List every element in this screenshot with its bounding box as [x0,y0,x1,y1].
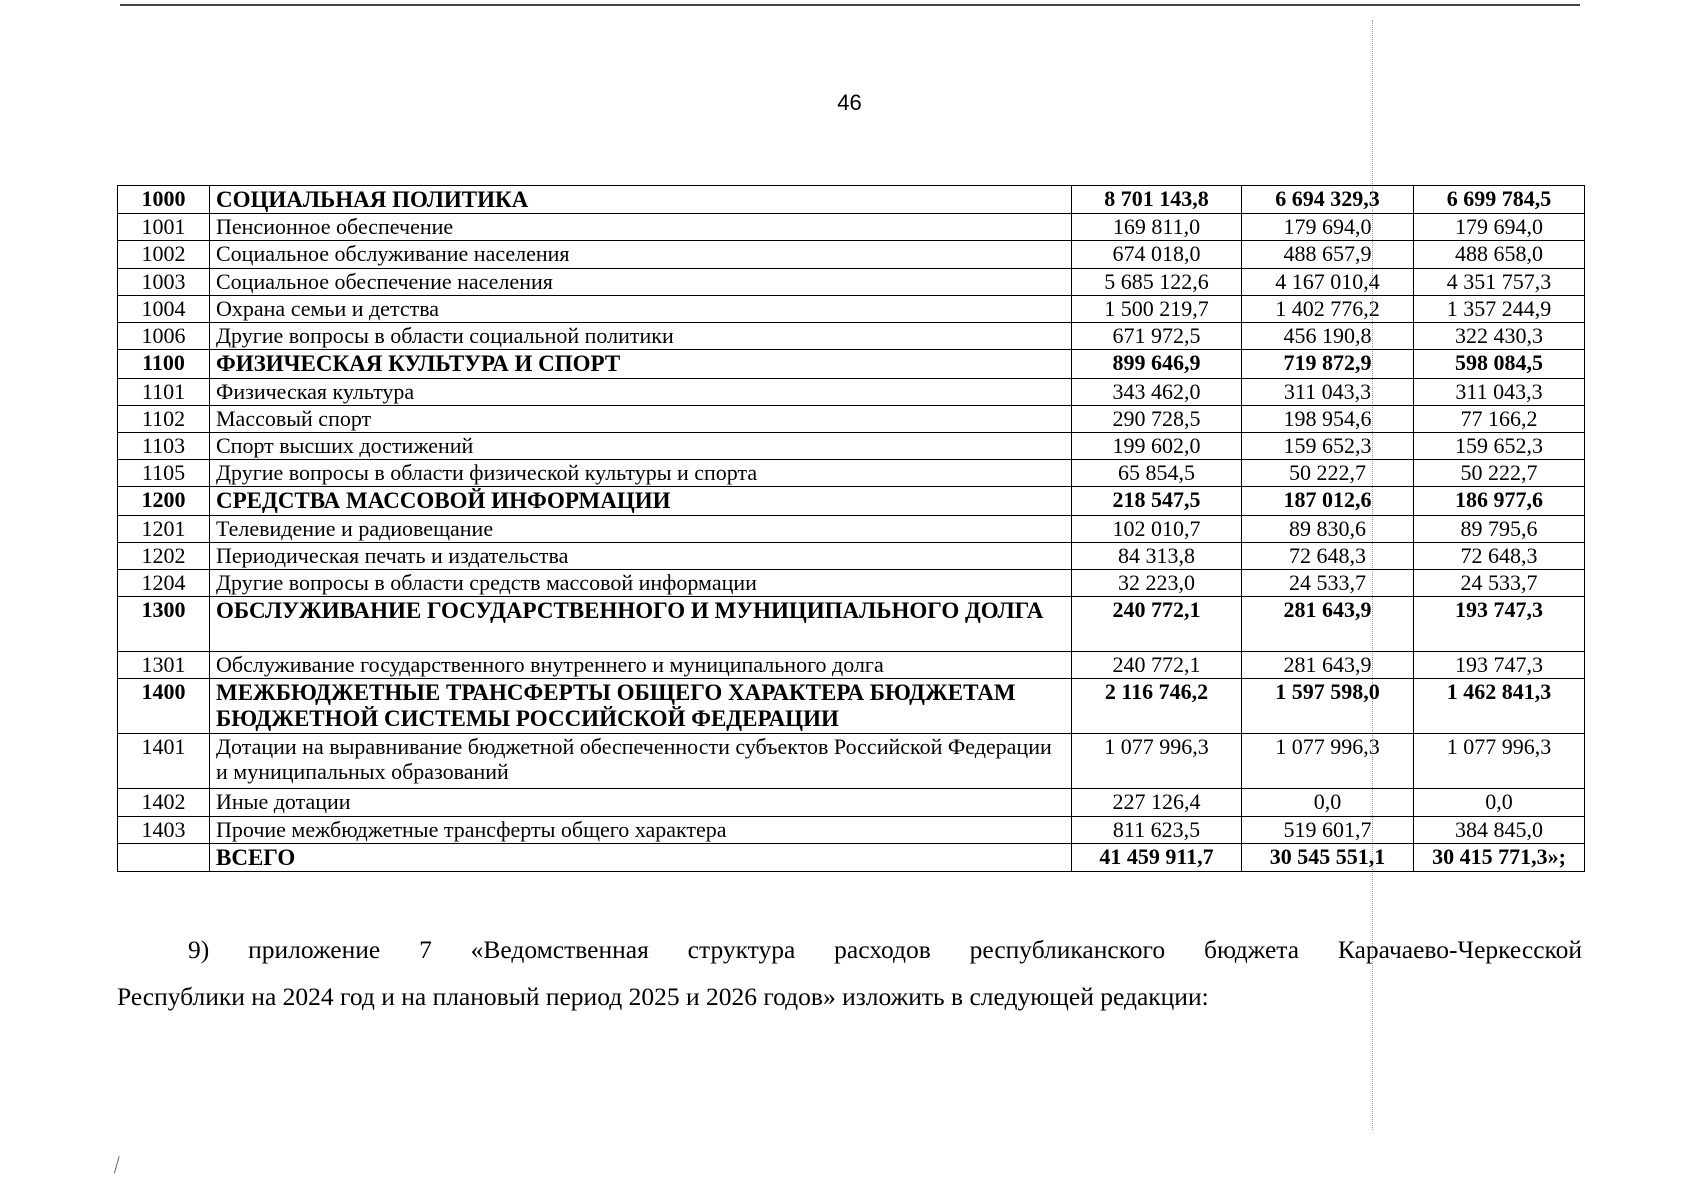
name-cell: Спорт высших достижений [210,432,1072,459]
value-2024-cell: 65 854,5 [1072,460,1242,487]
value-2026-cell: 1 357 244,9 [1414,295,1585,322]
value-2026-cell: 1 462 841,3 [1414,679,1585,734]
code-cell: 1002 [118,241,210,268]
table-row [118,186,1585,214]
table-row [118,295,1585,322]
value-2026-cell: 72 648,3 [1414,542,1585,569]
paragraph-line-1: 9) приложение 7 «Ведомственная структура расходов республиканского бюджета Карачаево-Черкесской [188,935,1582,964]
value-2025-cell: 72 648,3 [1242,542,1414,569]
value-2025-cell: 719 872,9 [1242,350,1414,378]
code-cell: 1300 [118,597,210,652]
value-2024-cell: 5 685 122,6 [1072,268,1242,295]
name-cell: ВСЕГО [210,843,1072,871]
code-cell: 1103 [118,432,210,459]
value-2026-cell: 179 694,0 [1414,214,1585,241]
value-2026-cell: 311 043,3 [1414,378,1585,405]
value-2026-cell: 50 222,7 [1414,460,1585,487]
code-cell: 1401 [118,734,210,789]
value-2026-cell: 193 747,3 [1414,597,1585,652]
name-cell: МЕЖБЮДЖЕТНЫЕ ТРАНСФЕРТЫ ОБЩЕГО ХАРАКТЕРА БЮДЖЕТАМ БЮДЖЕТНОЙ СИСТЕМЫ РОССИЙСКОЙ ФЕДЕРАЦИИ [210,679,1072,734]
value-2024-cell: 1 500 219,7 [1072,295,1242,322]
value-2024-cell: 32 223,0 [1072,569,1242,596]
value-2025-cell: 187 012,6 [1242,487,1414,515]
value-2024-cell: 1 077 996,3 [1072,734,1242,789]
value-2024-cell: 8 701 143,8 [1072,186,1242,214]
value-2026-cell: 159 652,3 [1414,432,1585,459]
value-2024-cell: 102 010,7 [1072,515,1242,542]
table-row [118,487,1585,515]
value-2025-cell: 6 694 329,3 [1242,186,1414,214]
code-cell [118,843,210,871]
value-2024-cell: 218 547,5 [1072,487,1242,515]
value-2025-cell: 159 652,3 [1242,432,1414,459]
value-2024-cell: 343 462,0 [1072,378,1242,405]
value-2025-cell: 1 597 598,0 [1242,679,1414,734]
value-2025-cell: 281 643,9 [1242,652,1414,679]
value-2025-cell: 311 043,3 [1242,378,1414,405]
code-cell: 1102 [118,405,210,432]
value-2025-cell: 1 402 776,2 [1242,295,1414,322]
value-2024-cell: 41 459 911,7 [1072,843,1242,871]
code-cell: 1200 [118,487,210,515]
code-cell: 1400 [118,679,210,734]
value-2024-cell: 169 811,0 [1072,214,1242,241]
name-cell: ФИЗИЧЕСКАЯ КУЛЬТУРА И СПОРТ [210,350,1072,378]
name-cell: Социальное обслуживание населения [210,241,1072,268]
value-2025-cell: 4 167 010,4 [1242,268,1414,295]
table-row [118,241,1585,268]
code-cell: 1403 [118,816,210,843]
table-row [118,460,1585,487]
paragraph-line-2: Республики на 2024 год и на плановый период 2025 и 2026 годов» изложить в следующей редакции: [117,982,1209,1011]
code-cell: 1003 [118,268,210,295]
code-cell: 1202 [118,542,210,569]
value-2025-cell: 456 190,8 [1242,323,1414,350]
page-number: 46 [837,90,862,115]
value-2026-cell: 322 430,3 [1414,323,1585,350]
table-row [118,350,1585,378]
value-2025-cell: 198 954,6 [1242,405,1414,432]
value-2026-cell: 1 077 996,3 [1414,734,1585,789]
value-2025-cell: 0,0 [1242,789,1414,816]
value-2026-cell: 30 415 771,3»; [1414,843,1585,871]
table-row [118,432,1585,459]
name-cell: Телевидение и радиовещание [210,515,1072,542]
table-row [118,214,1585,241]
value-2026-cell: 193 747,3 [1414,652,1585,679]
name-cell: Периодическая печать и издательства [210,542,1072,569]
code-cell: 1001 [118,214,210,241]
code-cell: 1105 [118,460,210,487]
value-2024-cell: 899 646,9 [1072,350,1242,378]
table-row [118,734,1585,789]
value-2025-cell: 50 222,7 [1242,460,1414,487]
value-2025-cell: 30 545 551,1 [1242,843,1414,871]
value-2026-cell: 0,0 [1414,789,1585,816]
table-row [118,843,1585,871]
value-2024-cell: 2 116 746,2 [1072,679,1242,734]
budget-table [117,185,1585,872]
table-row [118,323,1585,350]
value-2026-cell: 488 658,0 [1414,241,1585,268]
name-cell: Пенсионное обеспечение [210,214,1072,241]
value-2024-cell: 674 018,0 [1072,241,1242,268]
code-cell: 1000 [118,186,210,214]
value-2026-cell: 384 845,0 [1414,816,1585,843]
code-cell: 1204 [118,569,210,596]
value-2024-cell: 811 623,5 [1072,816,1242,843]
value-2025-cell: 1 077 996,3 [1242,734,1414,789]
name-cell: Иные дотации [210,789,1072,816]
table-row [118,268,1585,295]
code-cell: 1301 [118,652,210,679]
table-row [118,816,1585,843]
name-cell: Прочие межбюджетные трансферты общего характера [210,816,1072,843]
table-row [118,405,1585,432]
code-cell: 1004 [118,295,210,322]
top-rule [120,4,1580,6]
value-2025-cell: 281 643,9 [1242,597,1414,652]
pen-mark: ⁄ [110,1152,123,1177]
value-2024-cell: 671 972,5 [1072,323,1242,350]
value-2025-cell: 179 694,0 [1242,214,1414,241]
code-cell: 1101 [118,378,210,405]
code-cell: 1201 [118,515,210,542]
value-2024-cell: 84 313,8 [1072,542,1242,569]
name-cell: Другие вопросы в области средств массовой информации [210,569,1072,596]
code-cell: 1402 [118,789,210,816]
name-cell: Другие вопросы в области социальной политики [210,323,1072,350]
value-2024-cell: 240 772,1 [1072,652,1242,679]
table-row [118,597,1585,652]
value-2024-cell: 199 602,0 [1072,432,1242,459]
budget-table-body [118,186,1585,872]
table-row [118,515,1585,542]
name-cell: ОБСЛУЖИВАНИЕ ГОСУДАРСТВЕННОГО И МУНИЦИПАЛЬНОГО ДОЛГА [210,597,1072,652]
name-cell: Социальное обеспечение населения [210,268,1072,295]
value-2026-cell: 24 533,7 [1414,569,1585,596]
name-cell: Охрана семьи и детства [210,295,1072,322]
value-2026-cell: 6 699 784,5 [1414,186,1585,214]
name-cell: Массовый спорт [210,405,1072,432]
table-row [118,378,1585,405]
table-row [118,789,1585,816]
value-2026-cell: 598 084,5 [1414,350,1585,378]
value-2026-cell: 4 351 757,3 [1414,268,1585,295]
value-2025-cell: 519 601,7 [1242,816,1414,843]
code-cell: 1100 [118,350,210,378]
value-2024-cell: 240 772,1 [1072,597,1242,652]
table-row [118,542,1585,569]
value-2025-cell: 24 533,7 [1242,569,1414,596]
value-2025-cell: 89 830,6 [1242,515,1414,542]
value-2026-cell: 186 977,6 [1414,487,1585,515]
name-cell: Дотации на выравнивание бюджетной обеспеченности субъектов Российской Федерации и муниципальных образований [210,734,1072,789]
table-row [118,569,1585,596]
code-cell: 1006 [118,323,210,350]
value-2024-cell: 227 126,4 [1072,789,1242,816]
value-2026-cell: 77 166,2 [1414,405,1585,432]
value-2026-cell: 89 795,6 [1414,515,1585,542]
name-cell: СРЕДСТВА МАССОВОЙ ИНФОРМАЦИИ [210,487,1072,515]
name-cell: Физическая культура [210,378,1072,405]
name-cell: Другие вопросы в области физической культуры и спорта [210,460,1072,487]
value-2025-cell: 488 657,9 [1242,241,1414,268]
table-row [118,652,1585,679]
table-row [118,679,1585,734]
name-cell: Обслуживание государственного внутреннего и муниципального долга [210,652,1072,679]
name-cell: СОЦИАЛЬНАЯ ПОЛИТИКА [210,186,1072,214]
value-2024-cell: 290 728,5 [1072,405,1242,432]
